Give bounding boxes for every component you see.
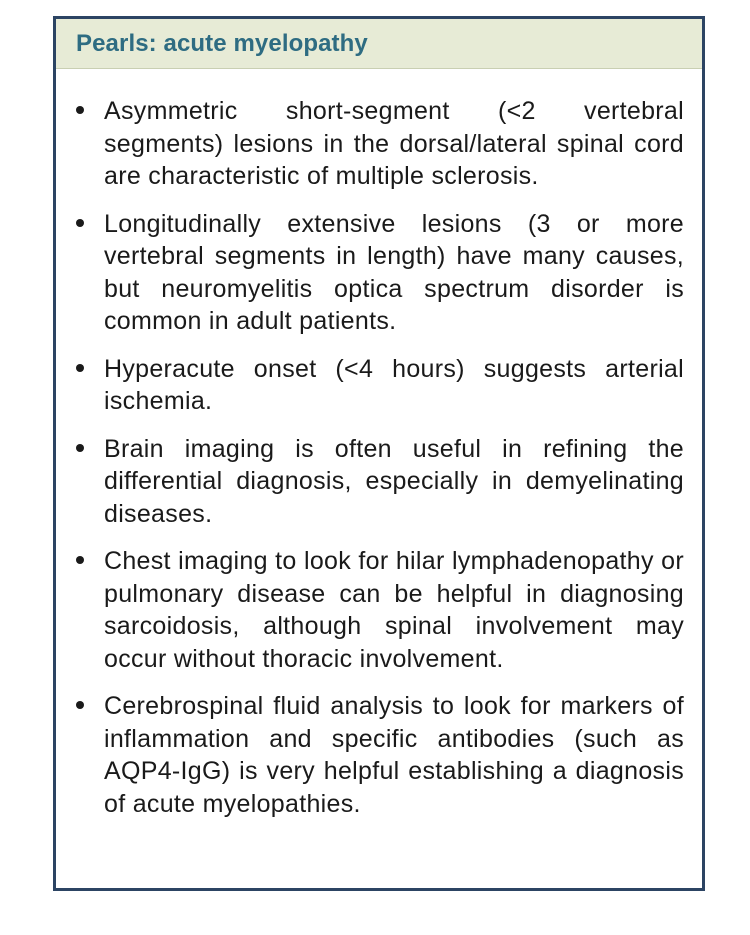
bullet-icon (76, 556, 84, 564)
list-item (76, 545, 684, 675)
pearl-text: Asymmetric short-segment (<2 vertebral segments) lesions in the dorsal/lateral spinal cord are characteristic of multiple sclerosis. (104, 97, 684, 190)
pearl-text: Chest imaging to look for hilar lymphadenopathy or pulmonary disease can be helpful in diagnosing sarcoidosis, although spinal involvement may occur without thoracic involvement. (104, 547, 684, 673)
pearls-title: Pearls: acute myelopathy (76, 29, 368, 57)
pearl-text: Brain imaging is often useful in refining the differential diagnosis, especially in demyelinating diseases. (104, 434, 684, 528)
list-item (76, 690, 684, 820)
list-item (76, 95, 684, 193)
bullet-icon (76, 701, 84, 709)
pearl-text: Longitudinally extensive lesions (3 or more vertebral segments in length) have many causes, but neuromyelitis optica spectrum disorder is common in adult patients. (104, 209, 684, 335)
list-item (76, 208, 684, 338)
pearls-header (56, 19, 702, 69)
pearl-text: Hyperacute onset (<4 hours) suggests arterial ischemia. (104, 354, 684, 415)
list-item (76, 353, 684, 418)
bullet-icon (76, 219, 84, 227)
pearls-list (56, 69, 702, 820)
bullet-icon (76, 106, 84, 114)
list-item (76, 433, 684, 531)
pearls-box (53, 16, 705, 891)
bullet-icon (76, 364, 84, 372)
pearl-text: Cerebrospinal fluid analysis to look for markers of inflammation and specific antibodies (such as AQP4-IgG) is very helpful establishing a diagnosis of acute myelopathies. (104, 692, 684, 818)
bullet-icon (76, 444, 84, 452)
